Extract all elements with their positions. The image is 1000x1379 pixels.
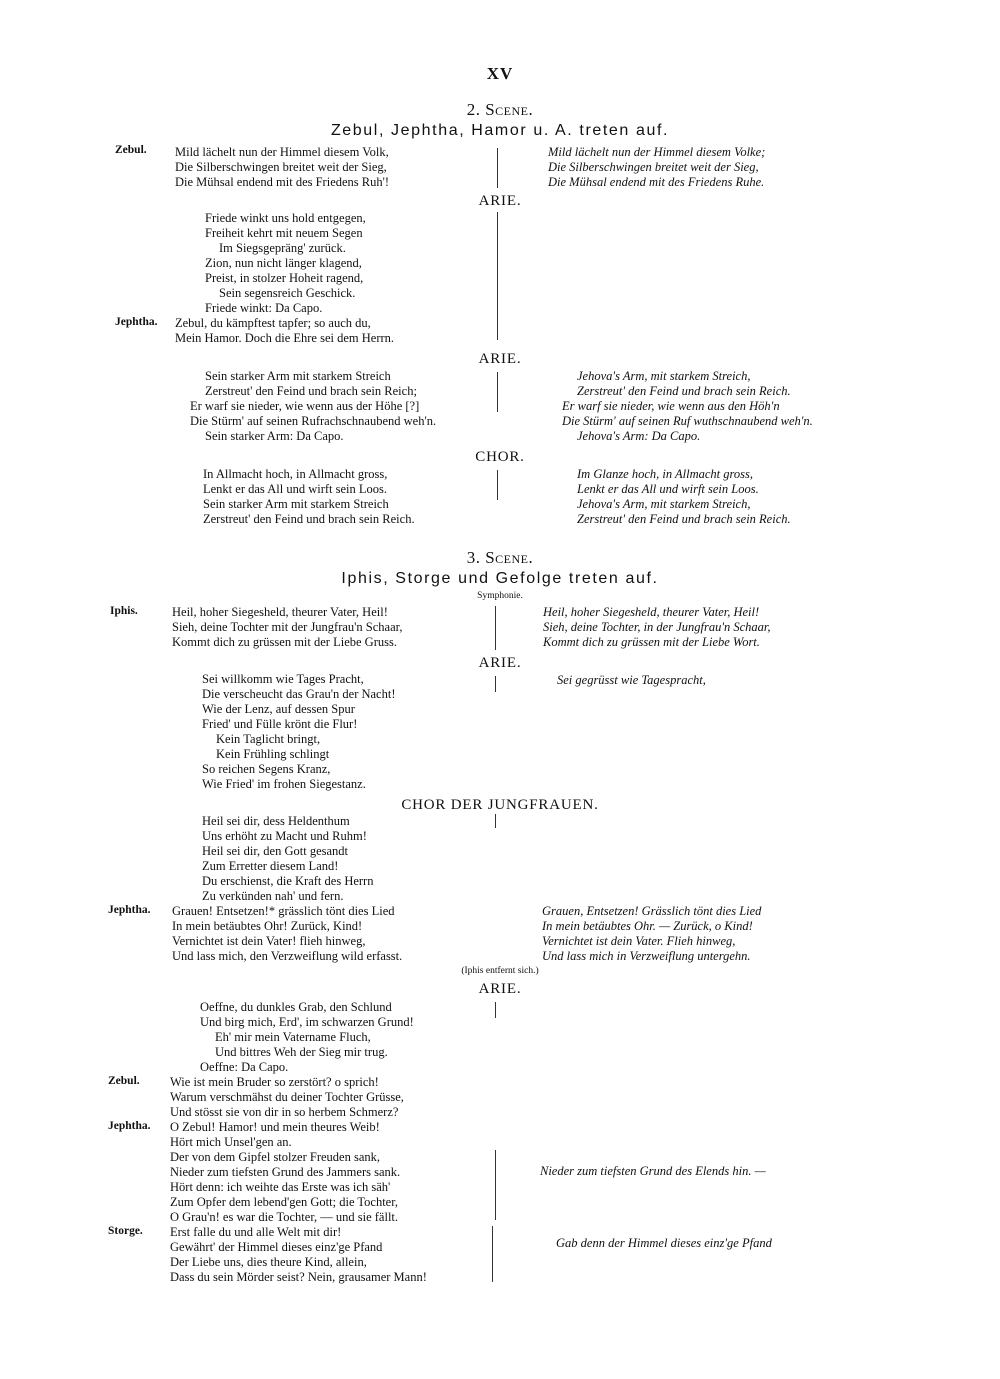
translation-line: Jehova's Arm, mit starkem Streich, [577,369,751,383]
verse-line: So reichen Segens Kranz, [202,762,331,776]
verse-line: O Zebul! Hamor! und mein theures Weib! [170,1120,380,1134]
verse-line: Zerstreut' den Feind und brach sein Reich; [205,384,417,398]
divider-line [495,814,496,828]
verse-line: Der von dem Gipfel stolzer Freuden sank, [170,1150,381,1164]
verse-line: Dass du sein Mörder seist? Nein, grausamer Mann! [170,1270,427,1284]
verse-line: Friede winkt: Da Capo. [205,301,323,315]
translation-line: Sei gegrüsst wie Tagespracht, [557,673,706,687]
verse-line: Preist, in stolzer Hoheit ragend, [205,271,364,285]
stage-direction: (Iphis entfernt sich.) [461,966,539,976]
translation-line: Vernichtet ist dein Vater. Flieh hinweg, [542,934,736,948]
verse-line: Warum verschmähst du deiner Tochter Grüsse, [170,1090,404,1104]
divider-line [497,470,498,500]
verse-line: Heil, hoher Siegesheld, theurer Vater, Heil! [172,605,388,619]
stage-direction: Symphonie. [477,591,523,601]
verse-line: Erst falle du und alle Welt mit dir! [170,1225,342,1239]
verse-line: Zu verkünden nah' und fern. [202,889,344,903]
verse-line: Grauen! Entsetzen!* grässlich tönt dies Lied [172,904,395,918]
verse-line: Die Mühsal endend mit des Friedens Ruh'! [175,175,390,189]
verse-line: In mein betäubtes Ohr! Zurück, Kind! [172,919,363,933]
aria-heading: ARIE. [478,193,522,209]
speaker-jephtha: Jephtha. [108,904,151,916]
verse-line: Im Siegsgepräng' zurück. [219,241,346,255]
verse-line: Die verscheucht das Grau'n der Nacht! [202,687,396,701]
verse-line: Der Liebe uns, dies theure Kind, allein, [170,1255,367,1269]
divider-line [495,606,496,650]
verse-line: Oeffne, du dunkles Grab, den Schlund [200,1000,392,1014]
divider-line [495,1002,496,1018]
translation-line: Heil, hoher Siegesheld, theurer Vater, Heil! [543,605,760,619]
verse-line: Sein segensreich Geschick. [219,286,356,300]
verse-line: Mein Hamor. Doch die Ehre sei dem Herrn. [175,331,395,345]
speaker-jephtha: Jephtha. [108,1120,151,1132]
verse-line: Zum Opfer dem lebend'gen Gott; die Tochter, [170,1195,399,1209]
translation-line: Gab denn der Himmel dieses einz'ge Pfand [556,1236,772,1250]
divider-line [495,676,496,692]
verse-line: Sein starker Arm: Da Capo. [205,429,344,443]
verse-line: Hört mich Unsel'gen an. [170,1135,292,1149]
translation-line: Die Stürm' auf seinen Ruf wuthschnaubend weh'n. [562,414,813,428]
divider-line [492,1226,493,1282]
aria-heading: ARIE. [478,655,522,671]
translation-line: Die Silberschwingen breitet weit der Sieg, [548,160,759,174]
verse-line: Kein Frühling schlingt [216,747,330,761]
verse-line: Heil sei dir, dess Heldenthum [202,814,350,828]
speaker-storge: Storge. [108,1225,143,1237]
verse-line: Und stösst sie von dir in so herbem Schmerz? [170,1105,399,1119]
verse-line: Zebul, du kämpftest tapfer; so auch du, [175,316,371,330]
verse-line: Die Silberschwingen breitet weit der Sieg, [175,160,387,174]
verse-line: O Grau'n! es war die Tochter, — und sie fällt. [170,1210,399,1224]
page-number: XV [486,64,514,83]
translation-line: Er warf sie nieder, wie wenn aus den Höh'n [562,399,780,413]
verse-line: Gewährt' der Himmel dieses einz'ge Pfand [170,1240,383,1254]
translation-line: Jehova's Arm: Da Capo. [577,429,701,443]
translation-line: Lenkt er das All und wirft sein Loos. [577,482,759,496]
verse-line: Und lass mich, den Verzweiflung wild erfasst. [172,949,403,963]
translation-line: Zerstreut' den Feind und brach sein Reich. [577,512,791,526]
verse-line: Sein starker Arm mit starkem Streich [205,369,391,383]
verse-line: Du erschienst, die Kraft des Herrn [202,874,374,888]
verse-line: Zum Erretter diesem Land! [202,859,339,873]
verse-line: Mild lächelt nun der Himmel diesem Volk, [175,145,389,159]
speaker-zebul: Zebul. [115,144,147,156]
verse-line: Fried' und Fülle krönt die Flur! [202,717,358,731]
verse-line: Freiheit kehrt mit neuem Segen [205,226,363,240]
speaker-iphis: Iphis. [110,605,138,617]
translation-line: In mein betäubtes Ohr. — Zurück, o Kind! [542,919,753,933]
verse-line: Eh' mir mein Vatername Fluch, [215,1030,371,1044]
translation-line: Grauen, Entsetzen! Grässlich tönt dies Lied [542,904,762,918]
divider-line [495,1150,496,1220]
translation-line: Kommt dich zu grüssen mit der Liebe Wort. [543,635,760,649]
divider-line [497,212,498,340]
translation-line: Jehova's Arm, mit starkem Streich, [577,497,751,511]
verse-line: Oeffne: Da Capo. [200,1060,289,1074]
scene-3-cast: Iphis, Storge und Gefolge treten auf. [341,570,659,587]
translation-line: Mild lächelt nun der Himmel diesem Volke; [548,145,766,159]
verse-line: Lenkt er das All und wirft sein Loos. [203,482,387,496]
verse-line: Kein Taglicht bringt, [216,732,321,746]
chorus-heading: CHOR. [475,449,525,465]
scene-2-cast: Zebul, Jephtha, Hamor u. A. treten auf. [330,122,670,139]
translation-line: Im Glanze hoch, in Allmacht gross, [577,467,754,481]
scene-3-title: 3. Scene. [466,548,534,567]
verse-line: Wie Fried' im frohen Siegestanz. [202,777,366,791]
divider-line [497,148,498,188]
verse-line: Uns erhöht zu Macht und Ruhm! [202,829,367,843]
verse-line: Er warf sie nieder, wie wenn aus der Höhe [?] [190,399,420,413]
speaker-zebul: Zebul. [108,1075,140,1087]
translation-line: Sieh, deine Tochter, in der Jungfrau'n Schaar, [543,620,771,634]
verse-line: Vernichtet ist dein Vater! flieh hinweg, [172,934,366,948]
aria-heading: ARIE. [478,351,522,367]
verse-line: Und birg mich, Erd', im schwarzen Grund! [200,1015,414,1029]
verse-line: Wie der Lenz, auf dessen Spur [202,702,355,716]
translation-line: Nieder zum tiefsten Grund des Elends hin. — [540,1164,766,1178]
aria-heading: ARIE. [478,981,522,997]
verse-line: Wie ist mein Bruder so zerstört? o sprich! [170,1075,379,1089]
divider-line [497,372,498,412]
verse-line: Hört denn: ich weihte das Erste was ich säh' [170,1180,391,1194]
verse-line: Und bittres Weh der Sieg mir trug. [215,1045,388,1059]
verse-line: Sei willkomm wie Tages Pracht, [202,672,364,686]
verse-line: Sein starker Arm mit starkem Streich [203,497,389,511]
translation-line: Die Mühsal endend mit des Friedens Ruhe. [548,175,765,189]
speaker-jephtha: Jephtha. [115,316,158,328]
scene-2-title: 2. Scene. [466,100,534,119]
verse-line: Heil sei dir, den Gott gesandt [202,844,348,858]
verse-line: Die Stürm' auf seinen Rufrachschnaubend weh'n. [190,414,437,428]
chorus-heading: CHOR DER JUNGFRAUEN. [401,797,599,813]
verse-line: Kommt dich zu grüssen mit der Liebe Gruss. [172,635,397,649]
verse-line: Friede winkt uns hold entgegen, [205,211,366,225]
translation-line: Und lass mich in Verzweiflung untergehn. [542,949,751,963]
verse-line: Sieh, deine Tochter mit der Jungfrau'n Schaar, [172,620,403,634]
verse-line: Zion, nun nicht länger klagend, [205,256,362,270]
verse-line: In Allmacht hoch, in Allmacht gross, [203,467,388,481]
verse-line: Nieder zum tiefsten Grund des Jammers sank. [170,1165,401,1179]
verse-line: Zerstreut' den Feind und brach sein Reich. [203,512,415,526]
translation-line: Zerstreut' den Feind und brach sein Reich. [577,384,791,398]
